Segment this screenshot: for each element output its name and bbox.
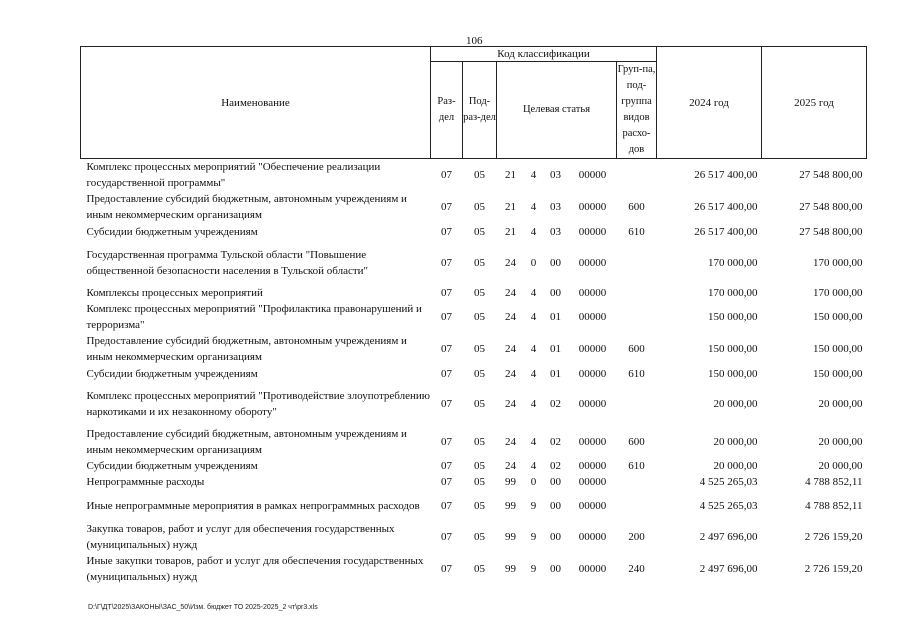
event-cell: 01 <box>550 311 561 323</box>
razdel-cell: 07 <box>441 287 452 299</box>
event-cell: 01 <box>550 343 561 355</box>
amount-2024-cell: 4 525 265,03 <box>699 499 758 512</box>
podrazdel-cell: 05 <box>474 343 485 355</box>
row-name: Непрограммные расходы <box>86 476 205 488</box>
podrazdel-cell: 05 <box>474 226 485 238</box>
table-row <box>81 241 867 285</box>
razdel-cell: 07 <box>441 311 452 323</box>
row-name: Субсидии бюджетным учреждениям <box>86 367 258 380</box>
col-name-header: Наименование <box>81 47 431 159</box>
event-cell: 03 <box>550 201 561 213</box>
podrazdel-cell: 05 <box>474 257 485 269</box>
amount-2024-cell: 20 000,00 <box>713 436 758 448</box>
file-path-footer: D:\Г\ДТ\2025\ЗАКОНЫ\ЗАС_50\Изм. бюджет ТО 2025-2025_2 чт\pr3.xls <box>88 604 318 611</box>
expense-type-cell: 610 <box>628 460 645 472</box>
subprogram-cell: 4 <box>530 311 537 323</box>
subprogram-cell: 9 <box>530 563 537 575</box>
expense-type-cell <box>617 159 657 192</box>
amount-2025-cell: 170 000,00 <box>813 287 863 299</box>
amount-2025-cell: 4 788 852,11 <box>805 476 863 488</box>
row-name: Комплексы процессных мероприятий <box>86 287 263 299</box>
razdel-cell: 07 <box>441 476 452 488</box>
podrazdel-cell: 05 <box>474 311 485 323</box>
budget-table <box>80 46 867 585</box>
expense-type-cell <box>617 301 657 333</box>
expense-type-cell: 600 <box>628 436 645 448</box>
event-cell: 00 <box>550 499 561 512</box>
direction-cell: 00000 <box>578 343 607 355</box>
expense-type-cell <box>617 490 657 521</box>
amount-2024-cell: 170 000,00 <box>708 257 758 269</box>
podrazdel-cell: 05 <box>474 169 485 181</box>
col-gruppa-header: Груп-па, под-группа видов расхо-дов <box>617 62 657 159</box>
col-2024-header: 2024 год <box>657 47 762 159</box>
subprogram-cell: 9 <box>530 499 537 512</box>
table-row <box>81 191 867 223</box>
expense-type-cell: 600 <box>628 343 645 355</box>
razdel-cell: 07 <box>441 460 452 472</box>
subprogram-cell: 9 <box>530 531 537 543</box>
subprogram-cell: 4 <box>530 460 537 472</box>
razdel-cell: 07 <box>441 563 452 575</box>
expense-type-cell: 610 <box>628 367 645 380</box>
col-code-header: Код классификации <box>431 47 657 62</box>
event-cell: 00 <box>550 287 561 299</box>
table-row <box>81 365 867 382</box>
subprogram-cell: 4 <box>530 398 537 410</box>
subprogram-cell: 0 <box>530 476 537 488</box>
table-row <box>81 285 867 301</box>
row-name: Предоставление субсидий бюджетным, автономным учреждениям и иным некоммерческим организациям <box>86 428 407 456</box>
podrazdel-cell: 05 <box>474 460 485 472</box>
subprogram-cell: 4 <box>530 201 537 213</box>
direction-cell: 00000 <box>578 436 607 448</box>
expense-type-cell: 200 <box>628 531 645 543</box>
expense-type-cell <box>617 241 657 285</box>
program-cell: 99 <box>505 499 516 512</box>
direction-cell: 00000 <box>578 367 607 380</box>
row-name: Комплекс процессных мероприятий "Противодействие злоупотреблению наркотиками и их незаконному обороту" <box>86 390 430 418</box>
amount-2024-cell: 2 497 696,00 <box>699 563 758 575</box>
amount-2025-cell: 150 000,00 <box>813 367 863 380</box>
amount-2024-cell: 20 000,00 <box>713 398 758 410</box>
subprogram-cell: 4 <box>530 343 537 355</box>
podrazdel-cell: 05 <box>474 201 485 213</box>
program-cell: 24 <box>505 311 516 323</box>
amount-2024-cell: 150 000,00 <box>708 343 758 355</box>
row-name: Предоставление субсидий бюджетным, автономным учреждениям и иным некоммерческим организациям <box>86 335 407 363</box>
event-cell: 03 <box>550 226 561 238</box>
table-row <box>81 223 867 241</box>
event-cell: 00 <box>550 476 561 488</box>
direction-cell: 00000 <box>578 226 607 238</box>
podrazdel-cell: 05 <box>474 476 485 488</box>
col-razdel-header: Раз-дел <box>431 62 463 159</box>
event-cell: 02 <box>550 398 561 410</box>
direction-cell: 00000 <box>578 169 607 181</box>
row-name: Субсидии бюджетным учреждениям <box>86 460 258 472</box>
subprogram-cell: 0 <box>530 257 537 269</box>
program-cell: 24 <box>505 343 516 355</box>
razdel-cell: 07 <box>441 169 452 181</box>
amount-2024-cell: 150 000,00 <box>708 311 758 323</box>
direction-cell: 00000 <box>578 257 607 269</box>
direction-cell: 00000 <box>578 460 607 472</box>
razdel-cell: 07 <box>441 367 452 380</box>
podrazdel-cell: 05 <box>474 436 485 448</box>
program-cell: 99 <box>505 563 516 575</box>
event-cell: 03 <box>550 169 561 181</box>
event-cell: 00 <box>550 257 561 269</box>
amount-2025-cell: 20 000,00 <box>818 398 863 410</box>
expense-type-cell <box>617 285 657 301</box>
program-cell: 99 <box>505 476 516 488</box>
table-row <box>81 333 867 365</box>
razdel-cell: 07 <box>441 398 452 410</box>
direction-cell: 00000 <box>578 201 607 213</box>
razdel-cell: 07 <box>441 201 452 213</box>
subprogram-cell: 4 <box>530 436 537 448</box>
program-cell: 24 <box>505 460 516 472</box>
program-cell: 21 <box>505 169 516 181</box>
col-2025-header: 2025 год <box>762 47 867 159</box>
row-name: Иные непрограммные мероприятия в рамках непрограммных расходов <box>86 499 420 512</box>
table-row <box>81 474 867 490</box>
amount-2025-cell: 27 548 800,00 <box>799 169 863 181</box>
program-cell: 24 <box>505 257 516 269</box>
amount-2024-cell: 170 000,00 <box>708 287 758 299</box>
podrazdel-cell: 05 <box>474 499 485 512</box>
program-cell: 21 <box>505 226 516 238</box>
amount-2025-cell: 27 548 800,00 <box>799 226 863 238</box>
amount-2024-cell: 150 000,00 <box>708 367 758 380</box>
expense-type-cell: 600 <box>628 201 645 213</box>
direction-cell: 00000 <box>578 476 607 488</box>
razdel-cell: 07 <box>441 531 452 543</box>
direction-cell: 00000 <box>578 563 607 575</box>
row-name: Комплекс процессных мероприятий "Обеспечение реализации государственной программы" <box>86 161 381 189</box>
table-row <box>81 426 867 458</box>
podrazdel-cell: 05 <box>474 287 485 299</box>
amount-2024-cell: 26 517 400,00 <box>694 226 758 238</box>
direction-cell: 00000 <box>578 531 607 543</box>
row-name: Государственная программа Тульской области "Повышение общественной безопасности населения в Тульской области" <box>86 249 369 277</box>
amount-2025-cell: 27 548 800,00 <box>799 201 863 213</box>
table-row <box>81 458 867 474</box>
program-cell: 24 <box>505 398 516 410</box>
row-name: Комплекс процессных мероприятий "Профилактика правонарушений и терроризма" <box>86 303 422 331</box>
row-name: Закупка товаров, работ и услуг для обеспечения государственных (муниципальных) нужд <box>86 523 395 551</box>
amount-2024-cell: 4 525 265,03 <box>699 476 758 488</box>
razdel-cell: 07 <box>441 499 452 512</box>
row-name: Иные закупки товаров, работ и услуг для обеспечения государственных (муниципальных) нужд <box>86 555 424 583</box>
page-number: 106 <box>466 35 483 47</box>
podrazdel-cell: 05 <box>474 563 485 575</box>
event-cell: 00 <box>550 531 561 543</box>
podrazdel-cell: 05 <box>474 367 485 380</box>
amount-2025-cell: 2 726 159,20 <box>804 563 863 575</box>
podrazdel-cell: 05 <box>474 531 485 543</box>
event-cell: 00 <box>550 563 561 575</box>
table-row <box>81 301 867 333</box>
subprogram-cell: 4 <box>530 226 537 238</box>
direction-cell: 00000 <box>578 287 607 299</box>
table-row <box>81 553 867 585</box>
row-name: Предоставление субсидий бюджетным, автономным учреждениям и иным некоммерческим организациям <box>86 193 407 221</box>
col-tselevaya-header: Целевая статья <box>497 62 617 159</box>
expense-type-cell: 240 <box>628 563 645 575</box>
expense-type-cell <box>617 474 657 490</box>
subprogram-cell: 4 <box>530 287 537 299</box>
amount-2025-cell: 150 000,00 <box>813 343 863 355</box>
program-cell: 24 <box>505 287 516 299</box>
amount-2025-cell: 20 000,00 <box>818 436 863 448</box>
amount-2025-cell: 20 000,00 <box>818 460 863 472</box>
amount-2025-cell: 150 000,00 <box>813 311 863 323</box>
expense-type-cell <box>617 382 657 426</box>
program-cell: 24 <box>505 436 516 448</box>
razdel-cell: 07 <box>441 343 452 355</box>
expense-type-cell: 610 <box>628 226 645 238</box>
razdel-cell: 07 <box>441 226 452 238</box>
razdel-cell: 07 <box>441 257 452 269</box>
table-row <box>81 521 867 553</box>
table-row <box>81 490 867 521</box>
col-podrazdel-header: Под-раз-дел <box>463 62 497 159</box>
table-row <box>81 159 867 192</box>
row-name: Субсидии бюджетным учреждениям <box>86 226 258 238</box>
event-cell: 01 <box>550 367 561 380</box>
direction-cell: 00000 <box>578 499 607 512</box>
program-cell: 99 <box>505 531 516 543</box>
subprogram-cell: 4 <box>530 367 537 380</box>
amount-2024-cell: 2 497 696,00 <box>699 531 758 543</box>
direction-cell: 00000 <box>578 398 607 410</box>
direction-cell: 00000 <box>578 311 607 323</box>
razdel-cell: 07 <box>441 436 452 448</box>
amount-2024-cell: 26 517 400,00 <box>694 169 758 181</box>
amount-2025-cell: 4 788 852,11 <box>805 499 863 512</box>
podrazdel-cell: 05 <box>474 398 485 410</box>
table-row <box>81 382 867 426</box>
program-cell: 24 <box>505 367 516 380</box>
event-cell: 02 <box>550 460 561 472</box>
program-cell: 21 <box>505 201 516 213</box>
amount-2025-cell: 2 726 159,20 <box>804 531 863 543</box>
subprogram-cell: 4 <box>530 169 537 181</box>
amount-2025-cell: 170 000,00 <box>813 257 863 269</box>
amount-2024-cell: 20 000,00 <box>713 460 758 472</box>
event-cell: 02 <box>550 436 561 448</box>
amount-2024-cell: 26 517 400,00 <box>694 201 758 213</box>
